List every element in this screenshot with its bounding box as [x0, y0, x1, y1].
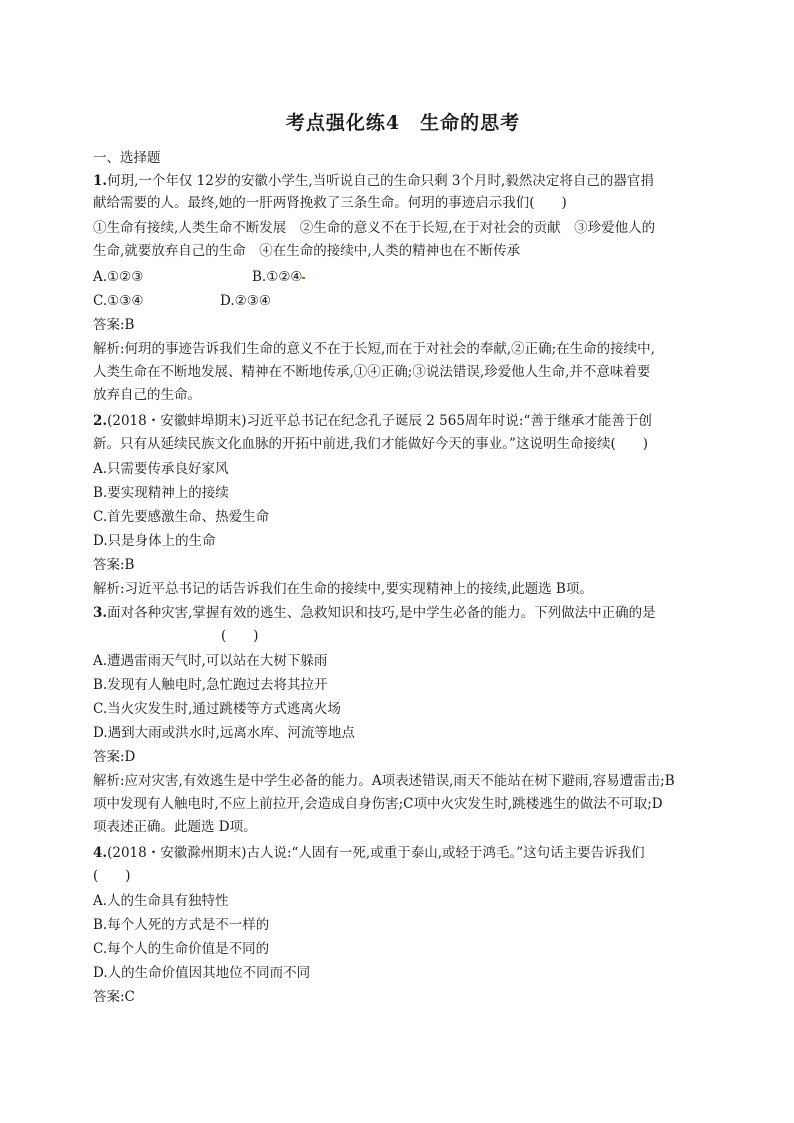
question-3-stem-line-1: [93, 603, 656, 623]
question-3-stem-line-2: ( ): [221, 628, 259, 644]
question-4-option-b: B.每个人死的方式是不一样的: [93, 917, 270, 933]
question-1-explanation-line-1: 解析:何玥的事迹告诉我们生命的意义不在于长短,而在于对社会的奉献,②正确;在生命的接续中,: [93, 341, 655, 357]
question-3-option-a: A.遭遇雷雨天气时,可以站在大树下躲雨: [93, 653, 328, 669]
question-3-explanation-line-2: 项中发现有人触电时,不应上前拉开,会造成自身伤害;C项中火灾发生时,跳楼逃生的做法不可取;D: [93, 796, 663, 812]
question-1-stem-line-1: [93, 171, 654, 191]
question-3-explanation-line-1: 解析:应对灾害,有效逃生是中学生必备的能力。A项表述错误,雨天不能站在树下避雨,容易遭雷击;B: [93, 773, 675, 789]
question-1-option-c: C.①③④: [93, 293, 144, 309]
question-4-option-a: A.人的生命具有独特性: [93, 893, 229, 909]
question-4-stem-line-2: ( ): [93, 868, 131, 884]
question-2-option-b: B.要实现精神上的接续: [93, 485, 229, 501]
question-2-stem-line-2: 新。只有从延续民族文化血脉的开拓中前进,我们才能做好今天的事业。”这说明生命接续( ): [93, 436, 648, 452]
question-4-stem-line-1: [93, 843, 645, 863]
question-1-option-a: A.①②③: [93, 269, 144, 285]
question-3-option-c: C.当火灾发生时,通过跳楼等方式逃离火场: [93, 701, 341, 717]
question-number: 2.: [93, 413, 108, 429]
question-2-option-a: A.只需要传承良好家风: [93, 461, 229, 477]
question-4-answer: 答案:C: [93, 989, 135, 1005]
question-1-option-b: B.①②④: [252, 269, 303, 285]
question-3-option-b: B.发现有人触电时,急忙跑过去将其拉开: [93, 677, 328, 693]
question-2-answer: 答案:B: [93, 557, 135, 573]
question-1-explanation-line-2: 人类生命在不断地发展、精神在不断地传承,①④正确;③说法错误,珍爱他人生命,并不意味着要: [93, 364, 651, 380]
question-1-answer: 答案:B: [93, 317, 135, 333]
question-2-explanation: 解析:习近平总书记的话告诉我们在生命的接续中,要实现精神上的接续,此题选 B项。: [93, 581, 593, 597]
question-3-answer: 答案:D: [93, 749, 136, 765]
question-1-statements-line-1: ①生命有接续,人类生命不断发展 ②生命的意义不在于长短,在于对社会的贡献 ③珍爱他人的: [93, 220, 656, 236]
question-number: 1.: [93, 173, 108, 189]
question-1-option-d: D.②③④: [220, 293, 271, 309]
question-1-stem-line-2: 献给需要的人。最终,她的一肝两肾挽救了三条生命。何玥的事迹启示我们( ): [93, 195, 567, 211]
question-4-option-d: D.人的生命价值因其地位不同而不同: [93, 965, 311, 981]
question-2-stem-line-1: [93, 411, 652, 431]
question-3-option-d: D.遇到大雨或洪水时,远离水库、河流等地点: [93, 725, 355, 741]
question-2-option-c: C.首先要感激生命、热爱生命: [93, 509, 270, 525]
question-text: (2018・安徽滁州期末)古人说:“人固有一死,或重于泰山,或轻于鸿毛。”这句话主要告诉我们: [107, 845, 645, 861]
page-title: 考点强化练4 生命的思考: [285, 112, 521, 134]
question-1-explanation-line-3: 放弃自己的生命。: [93, 387, 201, 403]
question-number: 4.: [93, 845, 108, 861]
question-text: 面对各种灾害,掌握有效的逃生、急救知识和技巧,是中学生必备的能力。下列做法中正确的是: [107, 605, 656, 621]
question-4-option-c: C.每个人的生命价值是不同的: [93, 941, 270, 957]
question-number: 3.: [93, 605, 108, 621]
question-2-option-d: D.只是身体上的生命: [93, 533, 216, 549]
question-text: 何玥,一个年仅 12岁的安徽小学生,当听说自己的生命只剩 3个月时,毅然决定将自己的器官捐: [107, 173, 654, 189]
question-1-statements-line-2: 生命,就要放弃自己的生命 ④在生命的接续中,人类的精神也在不断传承: [93, 243, 521, 259]
question-text: (2018・安徽蚌埠期末)习近平总书记在纪念孔子诞辰 2 565周年时说:“善于继承才能善于创: [107, 413, 652, 429]
section-heading: 一、选择题: [93, 150, 161, 166]
question-3-explanation-line-3: 项表述正确。此题选 D项。: [93, 819, 257, 835]
